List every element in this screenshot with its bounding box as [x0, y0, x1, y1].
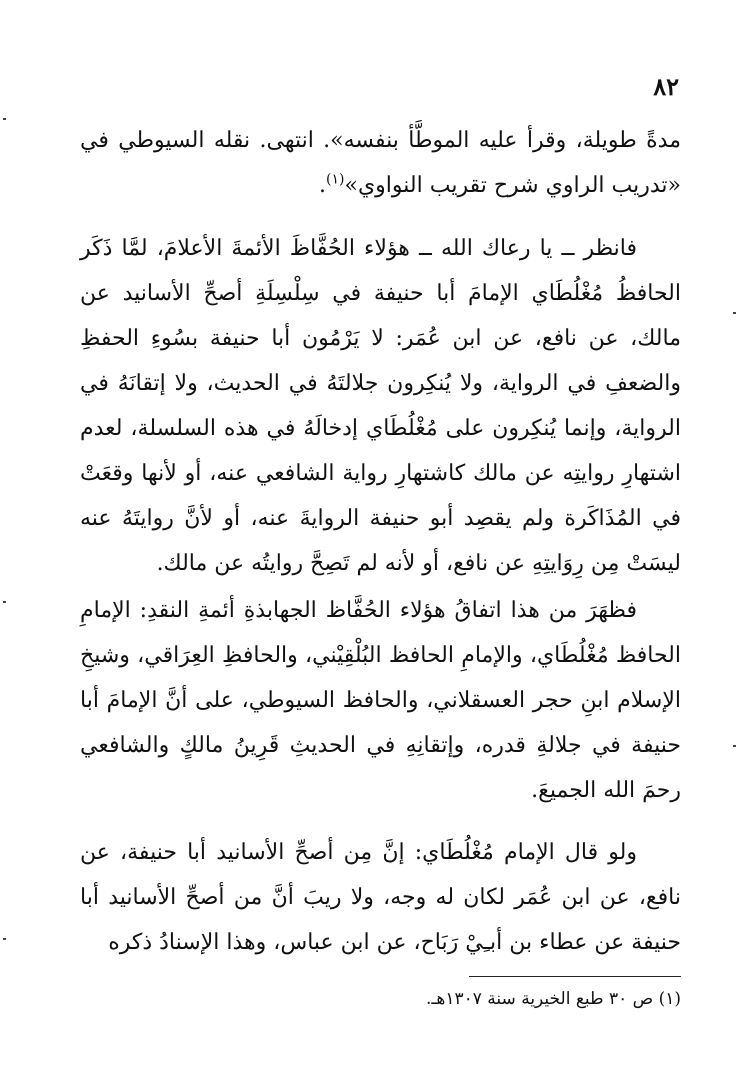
paragraph-4 — [80, 830, 681, 965]
footnote-reference[interactable]: (١) — [326, 171, 345, 188]
paragraph-3-text: فظهَرَ من هذا اتفاقُ هؤلاء الحُفَّاظ الجهابذةِ أئمةِ النقدِ: الإمامِ الحافظ مُغْلُطَاي، والإمامِ الحافظ البُلْقِيْني، والحافظِ العِرَاقي، وشيخِ الإسلام ابنِ حجر العسقلاني، والحافظ السيوطي، على أنَّ الإمامَ أبا حنيفة في جلالةِ قدره، وإتقانِهِ في الحديثِ قَرِينُ مالكٍ والشافعي رحمَ الله الجميعَ. — [80, 598, 681, 803]
scan-margin-mark — [733, 745, 736, 747]
scan-margin-mark — [3, 938, 6, 940]
scan-margin-mark — [3, 118, 6, 120]
scan-margin-mark — [3, 601, 6, 603]
page-number: ٨٢ — [653, 72, 679, 101]
paragraph-1-tail: . — [319, 173, 327, 198]
paragraph-2-text: فانظر ــ يا رعاك الله ــ هؤلاء الحُفَّاظَ الأئمةَ الأعلامَ، لمَّا ذَكَر الحافظُ مُغْلُطَاي الإمامَ أبا حنيفة في سِلْسِلَةِ أصحِّ الأسانيد عن مالك، عن نافع، عن ابن عُمَر: لا يَرْمُون أبا حنيفة بسُوءِ الحفظِ والضعفِ في الرواية، ولا يُنكِرون جلالتَهُ في الحديث، ولا إتقانَهُ في الرواية، وإنما يُنكِرون على مُغْلُطَاي إدخالَهُ في هذه السلسلة، لعدم اشتهارِ روايتِه عن مالك كاشتهارِ رواية الشافعي عنه، أو لأنها وقعَتْ في المُذَاكَرة ولم يقصِد أبو حنيفة الروايةَ عنه، أو لأنَّ روايتَهُ عنه ليسَتْ مِن رِوَايتِهِ عن نافع، أو لأنه لم تَصِحَّ روايتُه عن مالك. — [80, 236, 681, 576]
scan-margin-mark — [733, 312, 736, 314]
footnote: (١) ص ٣٠ طبع الخيرية سنة ١٣٠٧هـ. — [426, 989, 681, 1009]
paragraph-4-text: ولو قال الإمام مُغْلُطَاي: إنَّ مِن أصحِّ الأسانيد أبا حنيفة، عن نافع، عن ابن عُمَر لكان له وجه، ولا ريبَ أنَّ من أصحِّ الأسانيد أبا حنيفة عن عطاء بن أبـِيْ رَبَاح، عن ابن عباس، وهذا الإسنادُ ذكره — [80, 840, 681, 955]
paragraph-2 — [80, 226, 681, 586]
paragraph-3 — [80, 588, 681, 813]
footnote-divider — [469, 976, 681, 977]
paragraph-1 — [80, 118, 681, 208]
paragraph-1-text: مدةً طويلة، وقرأ عليه الموطَّأ بنفسه». انتهى. نقله السيوطي في «تدريب الراوي شرح تقريب النواوي» — [80, 128, 681, 198]
